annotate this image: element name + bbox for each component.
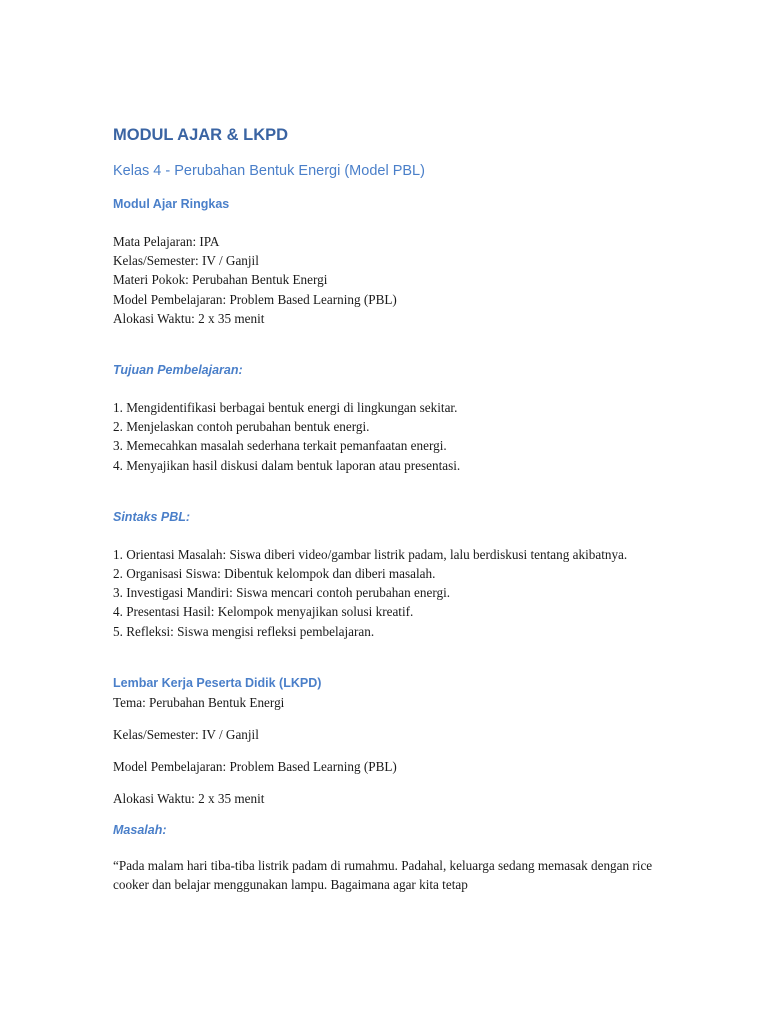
- document-content: [113, 124, 673, 894]
- tujuan-heading: Tujuan Pembelajaran:: [113, 363, 243, 378]
- tujuan-item: 2. Menjelaskan contoh perubahan bentuk energi.: [113, 419, 370, 435]
- sintaks-item: 2. Organisasi Siswa: Dibentuk kelompok dan diberi masalah.: [113, 566, 436, 582]
- lkpd-kelas: Kelas/Semester: IV / Ganjil: [113, 727, 259, 743]
- sintaks-item: 3. Investigasi Mandiri: Siswa mencari contoh perubahan energi.: [113, 585, 451, 601]
- sintaks-list: [113, 545, 673, 641]
- document-title: MODUL AJAR & LKPD: [113, 126, 289, 144]
- masalah-text: “Pada malam hari tiba-tiba listrik padam di rumahmu. Padahal, keluarga sedang memasak dengan rice cooker dan belajar menggunakan lampu. Bagaimana agar kita tetap: [113, 857, 653, 892]
- tujuan-item: 4. Menyajikan hasil diskusi dalam bentuk laporan atau presentasi.: [113, 457, 461, 473]
- modul-info-kelas: Kelas/Semester: IV / Ganjil: [113, 253, 259, 269]
- tujuan-item: 3. Memecahkan masalah sederhana terkait pemanfaatan energi.: [113, 438, 447, 454]
- modul-info-materi: Materi Pokok: Perubahan Bentuk Energi: [113, 272, 328, 288]
- lkpd-tema: Tema: Perubahan Bentuk Energi: [113, 694, 285, 710]
- modul-info-mapel: Mata Pelajaran: IPA: [113, 234, 220, 249]
- sintaks-item: 1. Orientasi Masalah: Siswa diberi video/gambar listrik padam, lalu berdiskusi tentang akibatnya.: [113, 546, 628, 562]
- masalah-heading: Masalah:: [113, 822, 167, 837]
- lkpd-heading: Lembar Kerja Peserta Didik (LKPD): [113, 675, 322, 690]
- modul-info-model: Model Pembelajaran: Problem Based Learning (PBL): [113, 291, 397, 307]
- modul-info-alokasi: Alokasi Waktu: 2 x 35 menit: [113, 310, 265, 326]
- modul-info-list: [113, 232, 673, 328]
- lkpd-model: Model Pembelajaran: Problem Based Learning (PBL): [113, 759, 397, 775]
- sintaks-item: 5. Refleksi: Siswa mengisi refleksi pembelajaran.: [113, 623, 375, 639]
- document-subtitle: Kelas 4 - Perubahan Bentuk Energi (Model PBL): [113, 163, 425, 179]
- sintaks-heading: Sintaks PBL:: [113, 509, 191, 524]
- lkpd-alokasi: Alokasi Waktu: 2 x 35 menit: [113, 791, 265, 807]
- modul-heading: Modul Ajar Ringkas: [113, 197, 230, 211]
- tujuan-item: 1. Mengidentifikasi berbagai bentuk energi di lingkungan sekitar.: [113, 400, 458, 416]
- sintaks-item: 4. Presentasi Hasil: Kelompok menyajikan solusi kreatif.: [113, 604, 414, 620]
- tujuan-list: [113, 398, 673, 475]
